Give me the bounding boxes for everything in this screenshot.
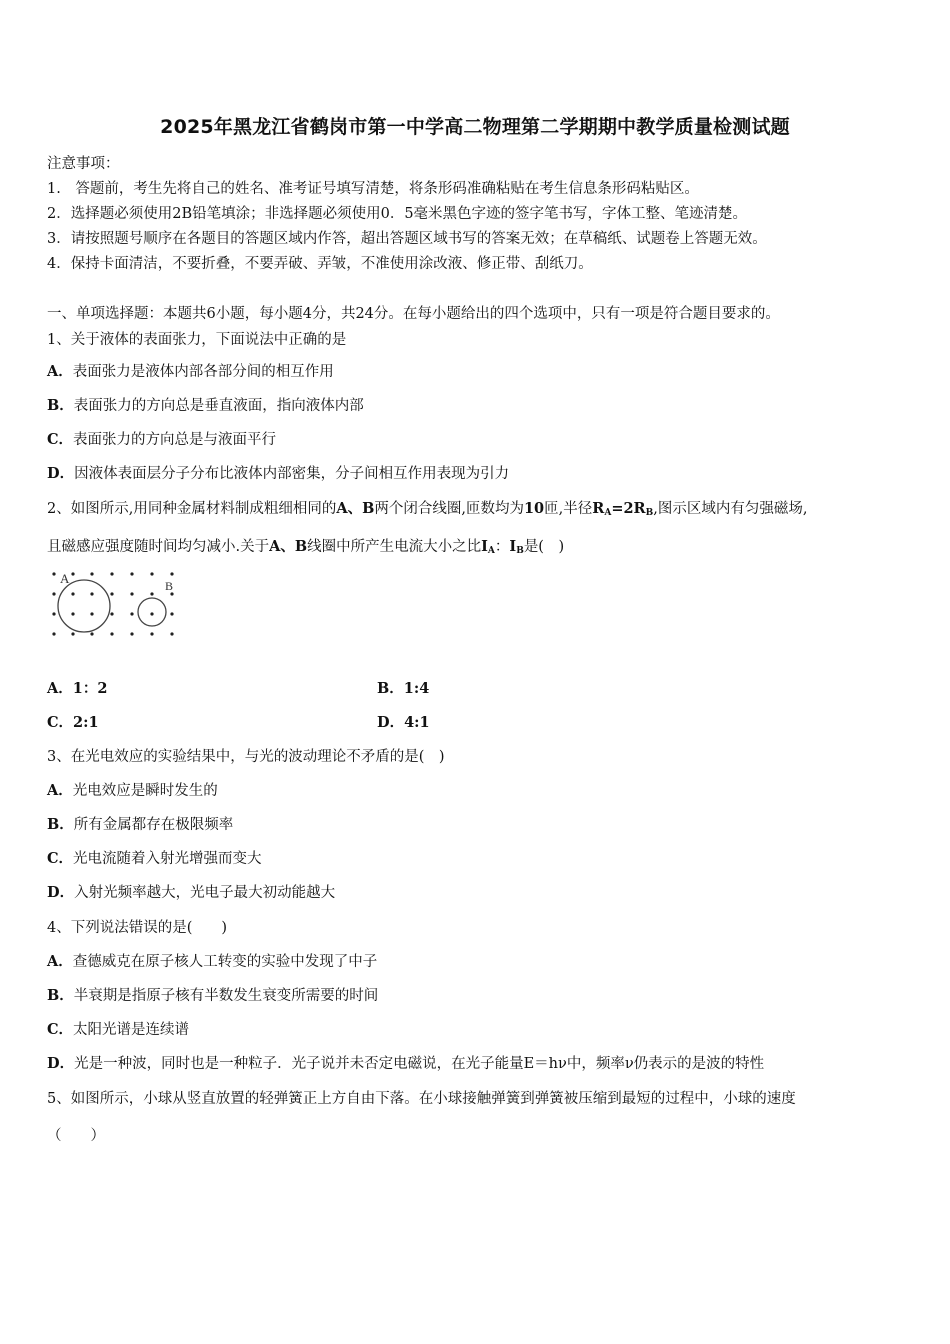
stem-bold: R (592, 500, 605, 517)
page-title: 2025年黑龙江省鹤岗市第一中学高二物理第二学期期中教学质量检测试题 (160, 116, 790, 138)
question-3-option-a (47, 779, 218, 800)
coil-a (58, 580, 110, 632)
question-4-stem: 4、下列说法错误的是( ) (47, 920, 228, 936)
option-text: 入射光频率越大，光电子最大初动能越大 (74, 885, 336, 901)
stem-text: 且磁感应强度随时间均匀减小.关于 (47, 539, 270, 555)
question-4-option-d (47, 1052, 764, 1073)
subscript: A (604, 508, 612, 518)
question-3-option-c (47, 847, 262, 868)
section-heading: 一、单项选择题：本题共6小题，每小题4分，共24分。在每小题给出的四个选项中，只有一项是符合题目要求的。 (47, 306, 780, 322)
stem-bold: A、B (269, 538, 308, 555)
stem-bold: A、B (336, 500, 375, 517)
option-label: D． (47, 465, 75, 482)
stem-bold: I (509, 538, 517, 555)
coil-b (138, 598, 166, 626)
option-label: A． (47, 953, 73, 970)
stem-text: ： (494, 539, 510, 555)
question-2-option-c (47, 711, 99, 732)
option-text: 表面张力的方向总是垂直液面，指向液体内部 (73, 398, 364, 414)
note-item: 2．选择题必须使用2B铅笔填涂；非选择题必须使用0．5毫米黑色字迹的签字笔书写，字体工整、笔迹清楚。 (47, 206, 748, 222)
option-text: 1：2 (72, 680, 108, 697)
option-label: C． (47, 431, 74, 448)
question-2-option-a (47, 677, 107, 698)
option-label: A． (47, 363, 73, 380)
option-text: 光电效应是瞬时发生的 (72, 783, 218, 799)
option-label: B． (47, 816, 74, 833)
question-1-option-d (47, 462, 509, 483)
stem-bold: =2R (611, 500, 646, 517)
question-5-stem: 5、如图所示，小球从竖直放置的轻弹簧正上方自由下落。在小球接触弹簧到弹簧被压缩到最短的过程中，小球的速度 (47, 1091, 796, 1107)
option-label: A． (47, 680, 73, 697)
question-1-stem: 1、关于液体的表面张力，下面说法中正确的是 (47, 332, 347, 348)
option-text: 1:4 (403, 680, 430, 697)
option-text: 4:1 (404, 714, 430, 731)
stem-text: 两个闭合线圈,匝数均为 (374, 501, 524, 517)
question-3-option-b (47, 813, 233, 834)
option-text: 光电流随着入射光增强而变大 (73, 851, 262, 867)
option-text: 表面张力的方向总是与液面平行 (73, 432, 277, 448)
stem-bold: I (481, 538, 488, 555)
stem-text: 是( ) (523, 539, 565, 555)
question-4-option-a (47, 950, 377, 971)
stem-text: 2、如图所示,用同种金属材料制成粗细相同的 (47, 501, 337, 517)
question-1-option-c (47, 428, 276, 449)
coil-b-label: B (165, 579, 174, 593)
option-label: C． (47, 850, 74, 867)
option-label: D． (47, 1055, 75, 1072)
option-text: 2:1 (73, 714, 99, 731)
option-label: C． (47, 714, 74, 731)
option-text: 太阳光谱是连续谱 (73, 1022, 190, 1038)
note-item: 4．保持卡面清洁，不要折叠，不要弄破、弄皱，不准使用涂改液、修正带、刮纸刀。 (47, 256, 593, 272)
option-label: A． (47, 782, 73, 799)
question-4-option-b (47, 984, 378, 1005)
option-label: C． (47, 1021, 74, 1038)
option-label: D． (47, 884, 75, 901)
question-2-option-d (377, 711, 430, 732)
question-2-stem-line2 (47, 535, 564, 556)
coil-a-label: A (60, 571, 70, 586)
question-1-option-b (47, 394, 364, 415)
question-1-option-a (47, 360, 334, 381)
option-text: 查德威克在原子核人工转变的实验中发现了中子 (72, 954, 378, 970)
question-3-option-d (47, 881, 335, 902)
question-2-option-b (377, 677, 429, 698)
stem-bold: 10 (523, 500, 545, 517)
note-item: 1. 答题前，考生先将自己的姓名、准考证号填写清楚，将条形码准确粘贴在考生信息条形码粘贴区。 (47, 181, 699, 197)
stem-text: 匝,半径 (544, 501, 593, 517)
option-text: 半衰期是指原子核有半数发生衰变所需要的时间 (73, 988, 379, 1004)
notes-heading: 注意事项： (47, 156, 120, 172)
option-text: 所有金属都存在极限频率 (73, 817, 234, 833)
option-text: 光是一种波，同时也是一种粒子．光子说并未否定电磁说，在光子能量E＝hν中，频率ν仍表示的是波的特性 (74, 1056, 765, 1072)
question-4-option-c (47, 1018, 189, 1039)
option-label: B． (47, 987, 74, 1004)
question-5-paren: （ ） (47, 1128, 105, 1144)
note-item: 3．请按照题号顺序在各题目的答题区域内作答，超出答题区域书写的答案无效；在草稿纸、试题卷上答题无效。 (47, 231, 767, 247)
option-text: 因液体表面层分子分布比液体内部密集，分子间相互作用表现为引力 (74, 466, 510, 482)
question-3-stem: 3、在光电效应的实验结果中，与光的波动理论不矛盾的是( ) (47, 749, 445, 765)
question-2-stem-line1 (47, 497, 807, 518)
option-label: B． (377, 680, 404, 697)
stem-text: 线圈中所产生电流大小之比 (307, 539, 482, 555)
stem-text: ,图示区域内有匀强磁场, (653, 501, 808, 517)
subscript: B (645, 508, 654, 518)
subscript: A (487, 546, 495, 556)
subscript: B (516, 546, 524, 556)
magnetic-field-figure (45, 566, 185, 646)
option-text: 表面张力是液体内部各部分间的相互作用 (72, 364, 334, 380)
option-label: B． (47, 397, 74, 414)
option-label: D． (377, 714, 405, 731)
